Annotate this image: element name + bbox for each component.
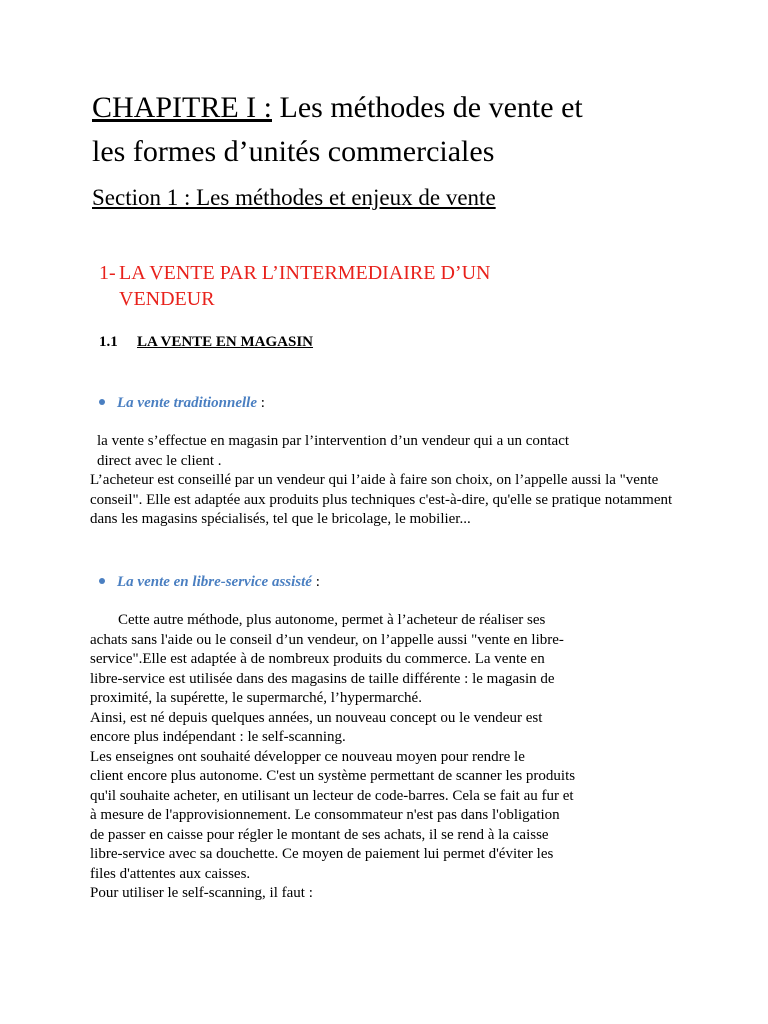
paragraph-line: client encore plus autonome. C'est un système permettant de scanner les produits	[90, 768, 576, 784]
paragraph-3	[90, 611, 690, 904]
paragraph-line: proximité, la supérette, le supermarché, l’hypermarché.	[90, 690, 422, 706]
paragraph-line: achats sans l'aide ou le conseil d’un vendeur, on l’appelle aussi "vente en libre-	[90, 631, 564, 648]
bullet-suffix: :	[257, 395, 265, 411]
bullet-item	[99, 572, 320, 592]
paragraph-line: libre-service avec sa douchette. Ce moyen de paiement lui permet d'éviter les	[90, 846, 554, 862]
heading-1-line1: LA VENTE PAR L’INTERMEDIAIRE D’UN	[119, 262, 491, 284]
heading-2-number: 1.1	[99, 334, 118, 350]
paragraph-line: encore plus indépendant : le self-scanning.	[90, 729, 346, 745]
paragraph-2: L’acheteur est conseillé par un vendeur qui l’aide à faire son choix, on l’appelle aussi la "vente conseil". Elle est adaptée aux produits plus techniques c'est-à-dire, qu'elle se pratique notamment dans les magasins spécialisés, tel que le bricolage, le mobilier...	[90, 472, 673, 527]
paragraph-line: Pour utiliser le self-scanning, il faut :	[90, 885, 313, 901]
bullet-suffix: :	[311, 574, 320, 590]
chapter-title-line1: Les méthodes de vente et	[272, 91, 583, 124]
section-title: Section 1 : Les méthodes et enjeux de vente	[92, 185, 496, 210]
paragraph-line: Ainsi, est né depuis quelques années, un nouveau concept ou le vendeur est	[90, 709, 543, 726]
chapter-title	[92, 86, 732, 174]
bullet-label: La vente en libre-service assisté	[117, 574, 312, 590]
chapter-title-line2: les formes d’unités commerciales	[92, 135, 495, 168]
paragraph-line: de passer en caisse pour régler le montant de ses achats, il se rend à la caisse	[90, 826, 549, 843]
paragraph-line: Les enseignes ont souhaité développer ce nouveau moyen pour rendre le	[90, 748, 525, 765]
paragraph-line: libre-service est utilisée dans des magasins de taille différente : le magasin de	[90, 670, 555, 687]
heading-2-title: LA VENTE EN MAGASIN	[137, 334, 314, 350]
bullet-dot-icon	[99, 399, 105, 405]
paragraph-line: Cette autre méthode, plus autonome, permet à l’acheteur de réaliser ses	[118, 612, 546, 628]
bullet-dot-icon	[99, 578, 105, 584]
paragraph-line: la vente s’effectue en magasin par l’intervention d’un vendeur qui a un contact	[97, 433, 570, 449]
paragraph-1	[97, 432, 697, 471]
paragraph-line: files d'attentes aux caisses.	[90, 865, 251, 882]
bullet-item	[99, 393, 265, 413]
paragraph-line: qu'il souhaite acheter, en utilisant un lecteur de code-barres. Cela se fait au fur et	[90, 787, 574, 804]
chapter-label: CHAPITRE I :	[92, 91, 272, 124]
heading-1-line2: VENDEUR	[119, 288, 215, 310]
heading-1	[99, 260, 659, 312]
paragraph-line: direct avec le client .	[97, 452, 222, 469]
paragraph-line: à mesure de l'approvisionnement. Le consommateur n'est pas dans l'obligation	[90, 807, 560, 823]
heading-1-number: 1-	[99, 262, 116, 284]
heading-2	[99, 332, 313, 352]
bullet-label: La vente traditionnelle	[117, 395, 257, 411]
paragraph-line: service".Elle est adaptée à de nombreux produits du commerce. La vente en	[90, 651, 545, 667]
